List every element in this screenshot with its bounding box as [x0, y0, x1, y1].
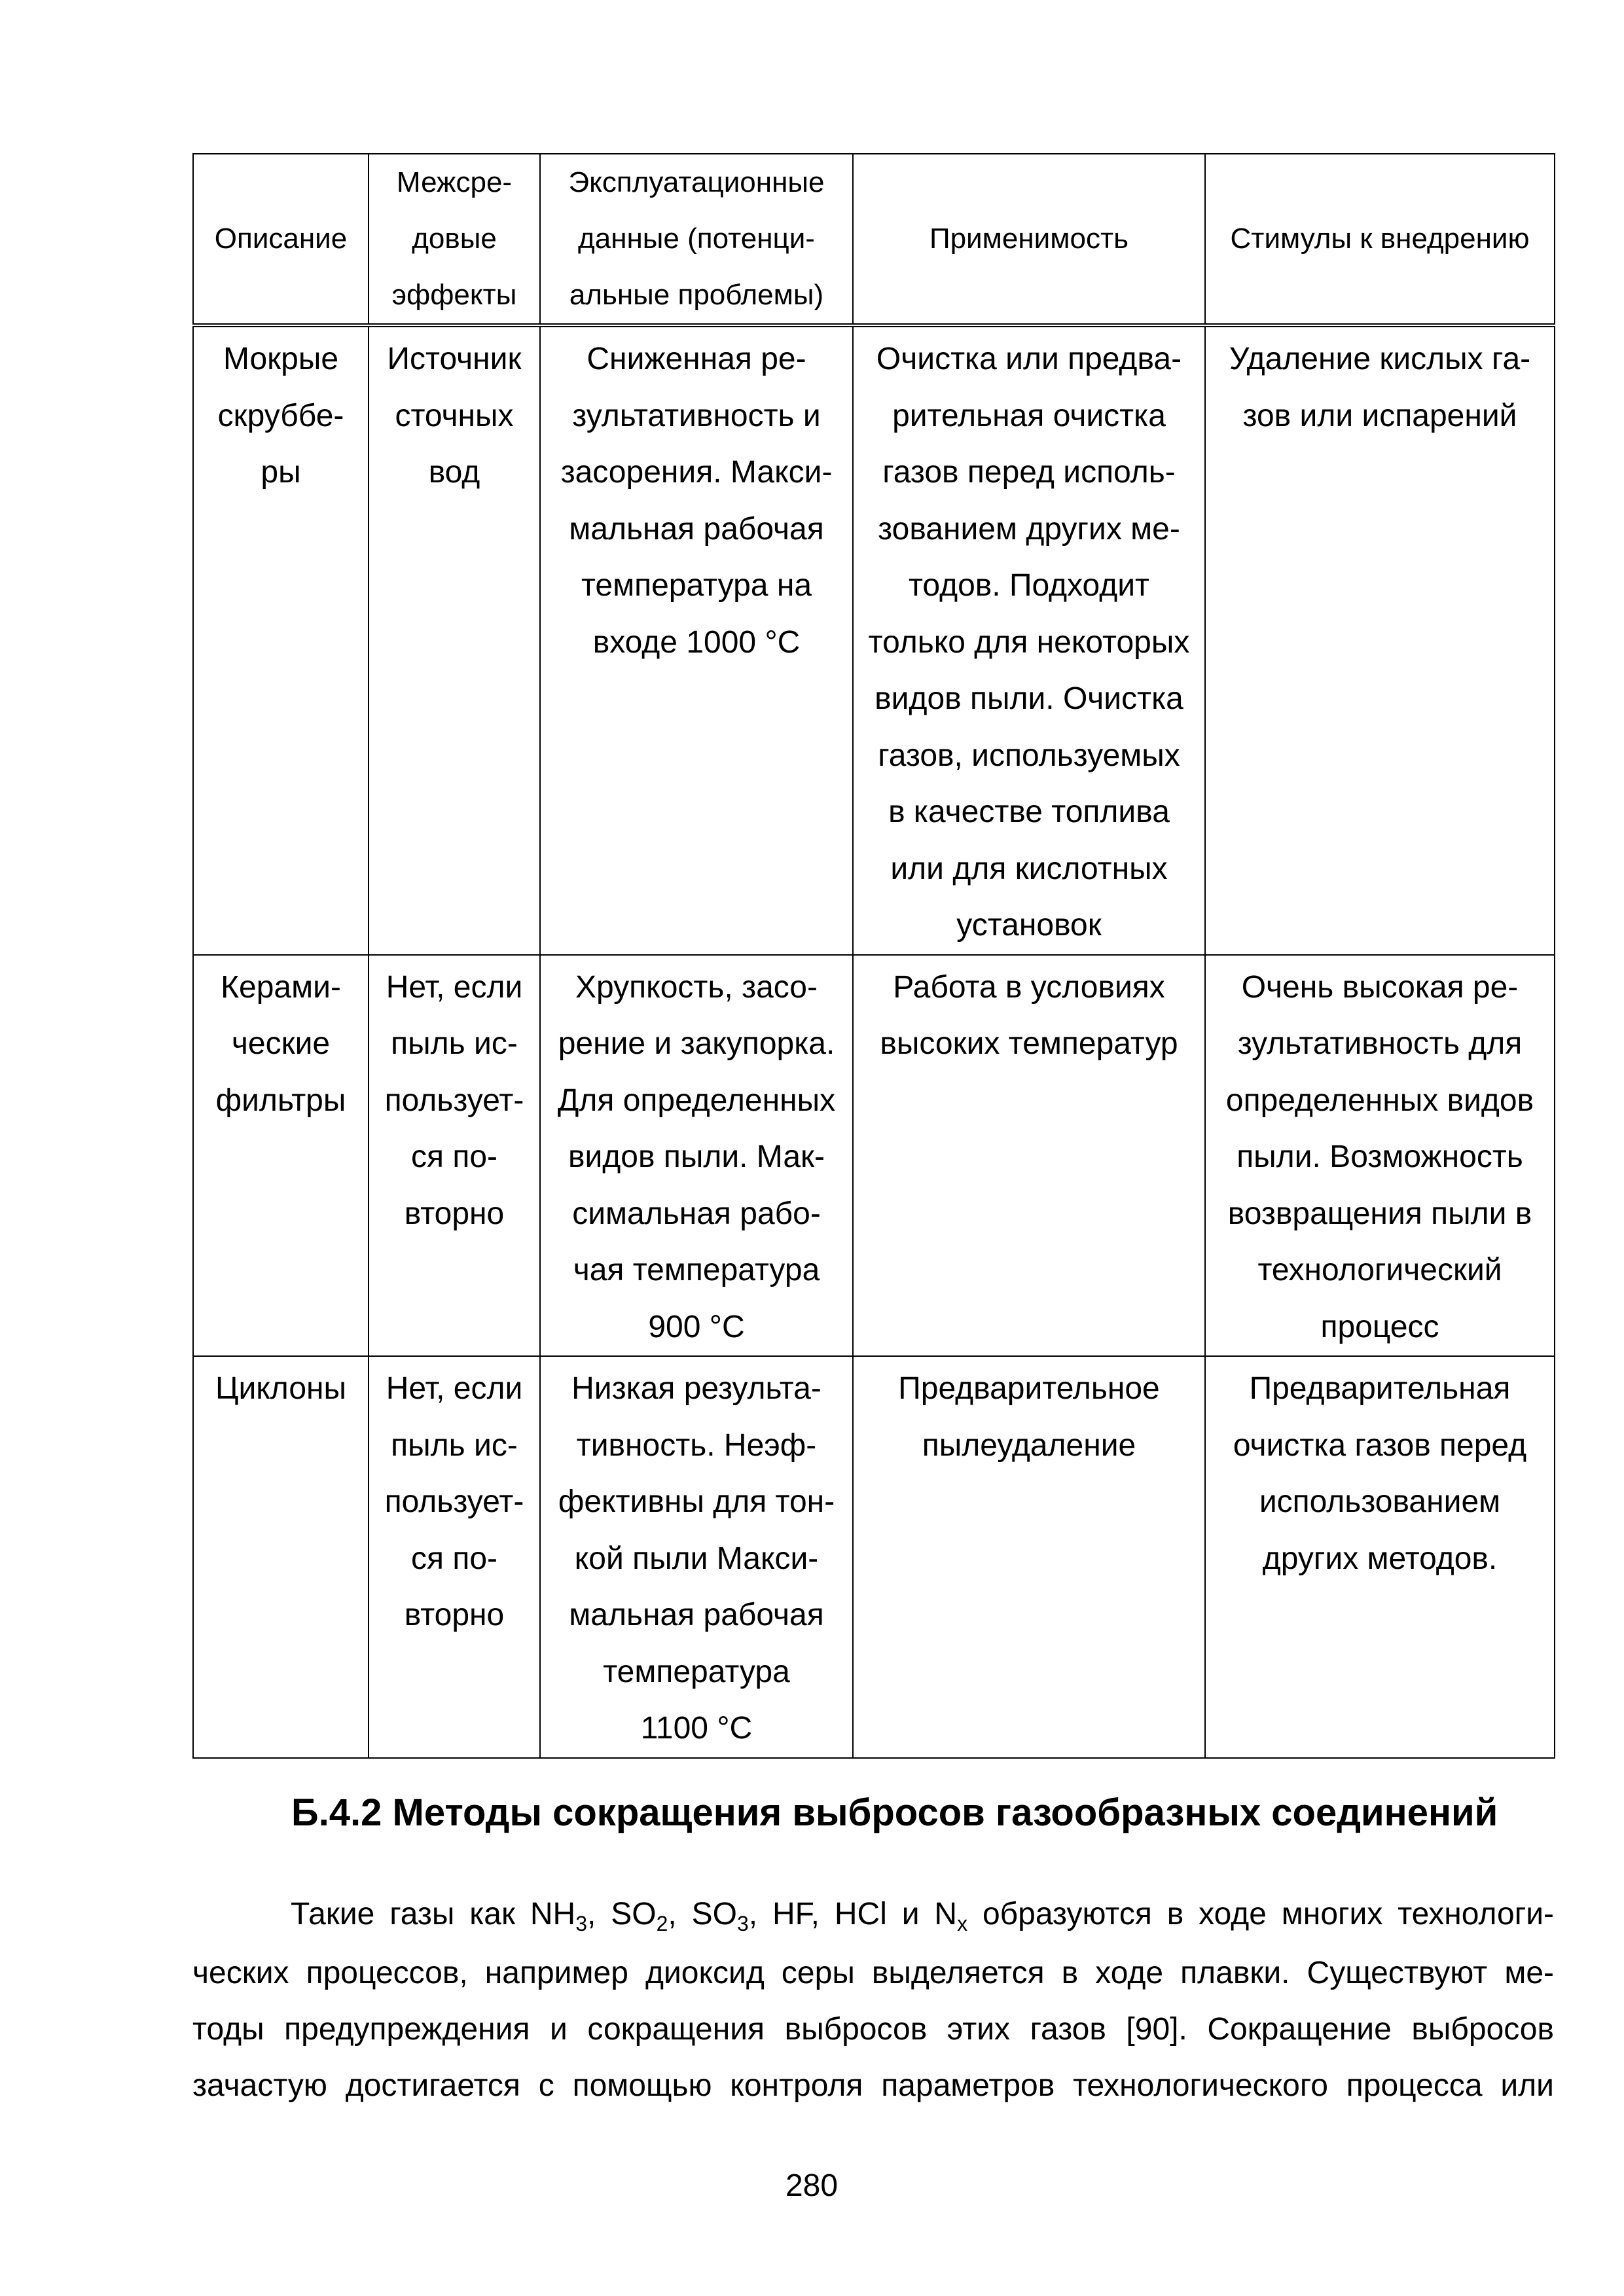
paragraph-line: Такие газы как $NH_3$, $SO_2$, $SO_3$, HF, HCl и $N_x$ образуются в ходе многих технологи-: [291, 1897, 1554, 1935]
cell-applicability: Работа в условиях высоких температур: [853, 955, 1205, 1357]
cell-operational: Сниженная ре- зультативность и засорения. Макси- мальная рабочая температура на входе 1000 °С: [540, 325, 853, 955]
cell-description: Мокрые скруббе- ры: [193, 325, 369, 955]
table-header-row: [193, 154, 1555, 325]
cell-applicability: Предварительное пылеудаление: [853, 1356, 1205, 1758]
paragraph-line: ческих процессов, например диоксид серы выделяется в ходе плавки. Существуют ме-: [192, 1956, 1554, 1990]
cell-operational: Хрупкость, засо- рение и закупорка. Для определенных видов пыли. Мак- симальная рабо- чая температура 900 °С: [540, 955, 853, 1357]
cell-applicability: Очистка или предва- рительная очистка газов перед исполь- зованием других ме- тодов. Подходит только для некоторых видов пыли. Очистка газов, используемых в качестве топлива или для кислотных установок: [853, 325, 1205, 955]
cell-cross-media: Источник сточных вод: [369, 325, 540, 955]
header-operational: Эксплуатационные данные (потенци- альные проблемы): [540, 154, 853, 325]
cell-drivers: Предварительная очистка газов перед использованием других методов.: [1205, 1356, 1555, 1758]
table-row: [193, 955, 1555, 1357]
table-row: [193, 1356, 1555, 1758]
header-applicability: Применимость: [853, 154, 1205, 325]
cell-cross-media: Нет, если пыль ис- пользует- ся по- вторно: [369, 1356, 540, 1758]
header-drivers: Стимулы к внедрению: [1205, 154, 1555, 325]
cell-description: Керами- ческие фильтры: [193, 955, 369, 1357]
techniques-table: [192, 153, 1555, 1759]
cell-drivers: Очень высокая ре- зультативность для определенных видов пыли. Возможность возвращения пыли в технологический процесс: [1205, 955, 1555, 1357]
cell-operational: Низкая результа- тивность. Неэф- фективны для тон- кой пыли Макси- мальная рабочая температура 1100 °С: [540, 1356, 853, 1758]
header-description: Описание: [193, 154, 369, 325]
body-paragraph: [192, 1886, 1554, 2114]
cell-cross-media: Нет, если пыль ис- пользует- ся по- вторно: [369, 955, 540, 1357]
cell-drivers: Удаление кислых га- зов или испарений: [1205, 325, 1555, 955]
paragraph-line: зачастую достигается с помощью контроля параметров технологического процесса или: [192, 2068, 1554, 2103]
header-cross-media: Межсре- довые эффекты: [369, 154, 540, 325]
section-heading: Б.4.2 Методы сокращения выбросов газообразных соединений: [291, 1791, 1498, 1834]
paragraph-line: тоды предупреждения и сокращения выбросов этих газов [90]. Сокращение выбросов: [192, 2012, 1554, 2047]
table-row: [193, 325, 1555, 955]
cell-description: Циклоны: [193, 1356, 369, 1758]
page-number: 280: [785, 2168, 839, 2203]
